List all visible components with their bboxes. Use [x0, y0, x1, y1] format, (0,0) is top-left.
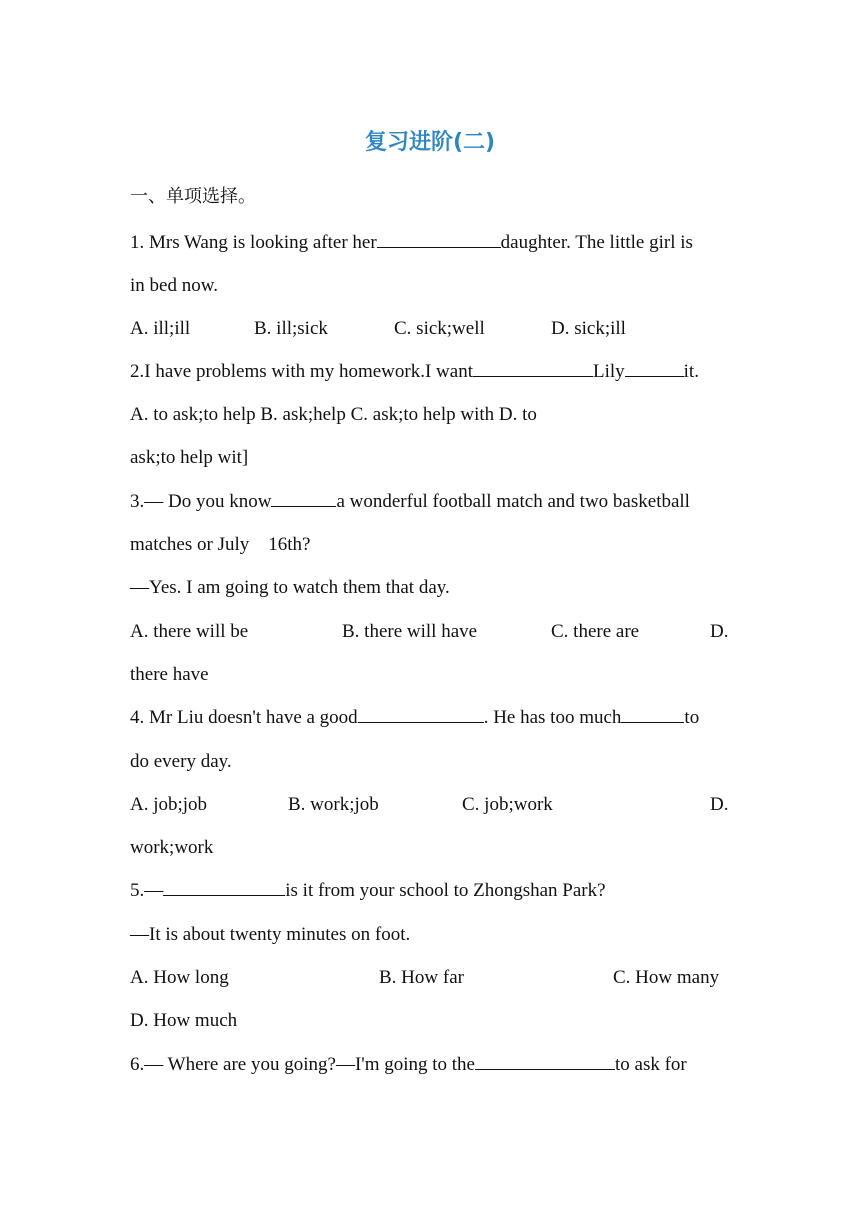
answer-blank[interactable] — [625, 357, 684, 377]
question-2-options-text[interactable]: A. to ask;to help B. ask;help C. ask;to help with D. to — [130, 400, 730, 430]
question-3-answer — [130, 573, 730, 603]
answer-blank[interactable] — [621, 703, 684, 723]
question-5-answer — [130, 920, 730, 950]
question-3-options-wrap — [130, 660, 730, 690]
question-3-stem: 3.— Do you know — [130, 491, 272, 512]
question-6-line-1 — [130, 1050, 730, 1080]
option-d[interactable]: D. How much — [130, 1010, 238, 1031]
option-b[interactable]: B. there will have — [342, 621, 478, 642]
option-d[interactable]: D. — [710, 794, 729, 815]
question-4-stem-tail: do every day. — [130, 751, 232, 772]
option-d-cont[interactable]: work;work — [130, 837, 214, 858]
option-a[interactable]: A. job;job — [130, 794, 208, 815]
question-2-stem-cont: Lily — [592, 361, 625, 382]
question-5-line-1 — [130, 876, 730, 906]
option-c[interactable]: C. sick;well — [394, 318, 485, 339]
answer-blank[interactable] — [358, 703, 484, 723]
question-5-stem: 5.— — [130, 880, 164, 901]
question-4-stem-cont: . He has too much — [483, 707, 622, 728]
question-2-options-wrap — [130, 443, 730, 473]
option-b[interactable]: B. work;job — [288, 794, 379, 815]
option-d-cont[interactable]: ask;to help wit] — [130, 447, 249, 468]
question-1-line-1 — [130, 228, 730, 258]
option-d[interactable]: D. — [710, 621, 729, 642]
option-a[interactable]: A. How long — [130, 967, 229, 988]
option-b[interactable]: B. ill;sick — [254, 318, 328, 339]
question-1-stem-cont: daughter. The little girl is — [500, 232, 693, 253]
dialogue-answer: —It is about twenty minutes on foot. — [130, 924, 411, 945]
question-4-stem: 4. Mr Liu doesn't have a good — [130, 707, 358, 728]
question-4-line-2 — [130, 747, 730, 777]
page-title: 复习进阶(二) — [364, 130, 496, 155]
question-2-line-1 — [130, 357, 730, 387]
question-3-stem-cont: a wonderful football match and two basketball — [336, 491, 690, 512]
question-4-options-wrap — [130, 833, 730, 863]
question-4-stem-end: to — [684, 707, 700, 728]
question-3-line-2 — [130, 530, 730, 560]
question-5-options-wrap — [130, 1006, 730, 1036]
answer-blank[interactable] — [473, 357, 593, 377]
option-d[interactable]: D. sick;ill — [551, 318, 626, 339]
question-1-stem: 1. Mrs Wang is looking after her — [130, 232, 377, 253]
option-c[interactable]: C. there are — [551, 621, 640, 642]
option-d-cont[interactable]: there have — [130, 664, 209, 685]
answer-blank[interactable] — [271, 487, 336, 507]
question-3-line-1 — [130, 487, 730, 517]
option-c[interactable]: C. How many — [613, 967, 720, 988]
answer-blank[interactable] — [377, 228, 501, 248]
question-2-stem: 2.I have problems with my homework.I want — [130, 361, 473, 382]
question-5-stem-cont: is it from your school to Zhongshan Park? — [285, 880, 606, 901]
dialogue-answer: —Yes. I am going to watch them that day. — [130, 577, 450, 598]
question-2-stem-end: it. — [683, 361, 699, 382]
question-3-stem-end: matches or July 16th? — [130, 534, 311, 555]
question-6-stem: 6.— Where are you going?—I'm going to the — [130, 1054, 475, 1075]
answer-blank[interactable] — [475, 1050, 615, 1070]
option-a[interactable]: A. there will be — [130, 621, 249, 642]
question-1-line-2 — [130, 271, 730, 301]
question-1-stem-end: in bed now. — [130, 275, 218, 296]
option-a[interactable]: A. ill;ill — [130, 318, 191, 339]
section-heading: 一、单项选择。 — [130, 186, 256, 207]
question-6-stem-cont: to ask for — [615, 1054, 687, 1075]
option-b[interactable]: B. How far — [379, 967, 464, 988]
question-4-line-1 — [130, 703, 730, 733]
answer-blank[interactable] — [163, 876, 285, 896]
option-c[interactable]: C. job;work — [462, 794, 553, 815]
